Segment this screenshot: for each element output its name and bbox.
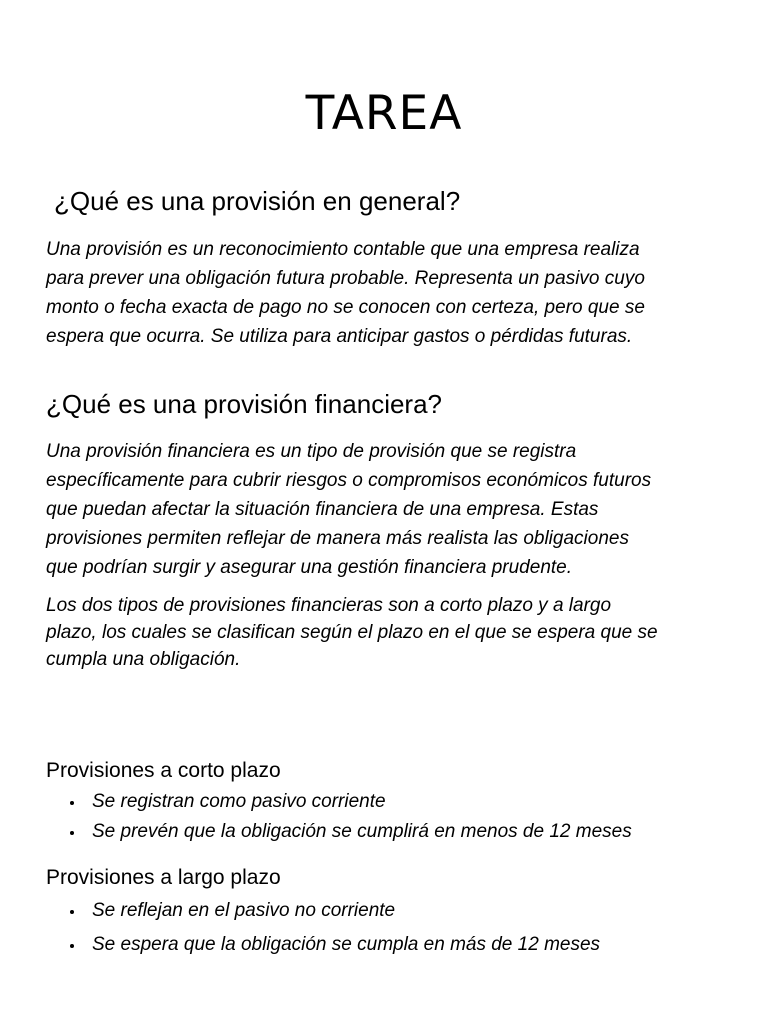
list-item <box>70 934 601 957</box>
paragraph-line: específicamente para cubrir riesgos o compromisos económicos futuros <box>46 470 652 491</box>
paragraph-line: monto o fecha exacta de pago no se conocen con certeza, pero que se <box>46 297 645 318</box>
section-heading-provision-general: ¿Qué es una provisión en general? <box>54 186 461 216</box>
list-item-text: Se prevén que la obligación se cumplirá en menos de 12 meses <box>92 821 632 842</box>
bullet-icon <box>70 801 74 805</box>
paragraph-line: que podrían surgir y asegurar una gestión financiera prudente. <box>46 557 573 578</box>
subheading-corto-plazo: Provisiones a corto plazo <box>46 759 281 782</box>
list-item-text: Se reflejan en el pasivo no corriente <box>92 900 396 921</box>
page-title: TAREA <box>305 86 463 141</box>
paragraph-line: para prever una obligación futura probable. Representa un pasivo cuyo <box>46 268 645 289</box>
paragraph-line: Una provisión financiera es un tipo de provisión que se registra <box>46 441 577 462</box>
list-item <box>70 791 386 814</box>
paragraph-tipos-provisiones <box>46 592 726 673</box>
paragraph-line: provisiones permiten reflejar de manera más realista las obligaciones <box>46 528 629 549</box>
paragraph-line: Una provisión es un reconocimiento contable que una empresa realiza <box>46 239 640 260</box>
list-item <box>70 821 632 844</box>
bullet-icon <box>70 910 74 914</box>
bullet-icon <box>70 831 74 835</box>
paragraph-line: que puedan afectar la situación financiera de una empresa. Estas <box>46 499 599 520</box>
list-item-text: Se espera que la obligación se cumpla en más de 12 meses <box>92 934 601 955</box>
list-item <box>70 900 396 923</box>
paragraph-line: plazo, los cuales se clasifican según el plazo en el que se espera que se <box>46 622 658 643</box>
paragraph-line: cumpla una obligación. <box>46 649 241 670</box>
paragraph-line: espera que ocurra. Se utiliza para anticipar gastos o pérdidas futuras. <box>46 326 633 347</box>
paragraph-provision-general <box>46 235 726 351</box>
paragraph-line: Los dos tipos de provisiones financieras son a corto plazo y a largo <box>46 595 612 616</box>
list-item-text: Se registran como pasivo corriente <box>92 791 386 812</box>
subheading-largo-plazo: Provisiones a largo plazo <box>46 866 281 889</box>
paragraph-provision-financiera <box>46 437 726 582</box>
bullet-icon <box>70 944 74 948</box>
section-heading-provision-financiera: ¿Qué es una provisión financiera? <box>46 389 443 419</box>
